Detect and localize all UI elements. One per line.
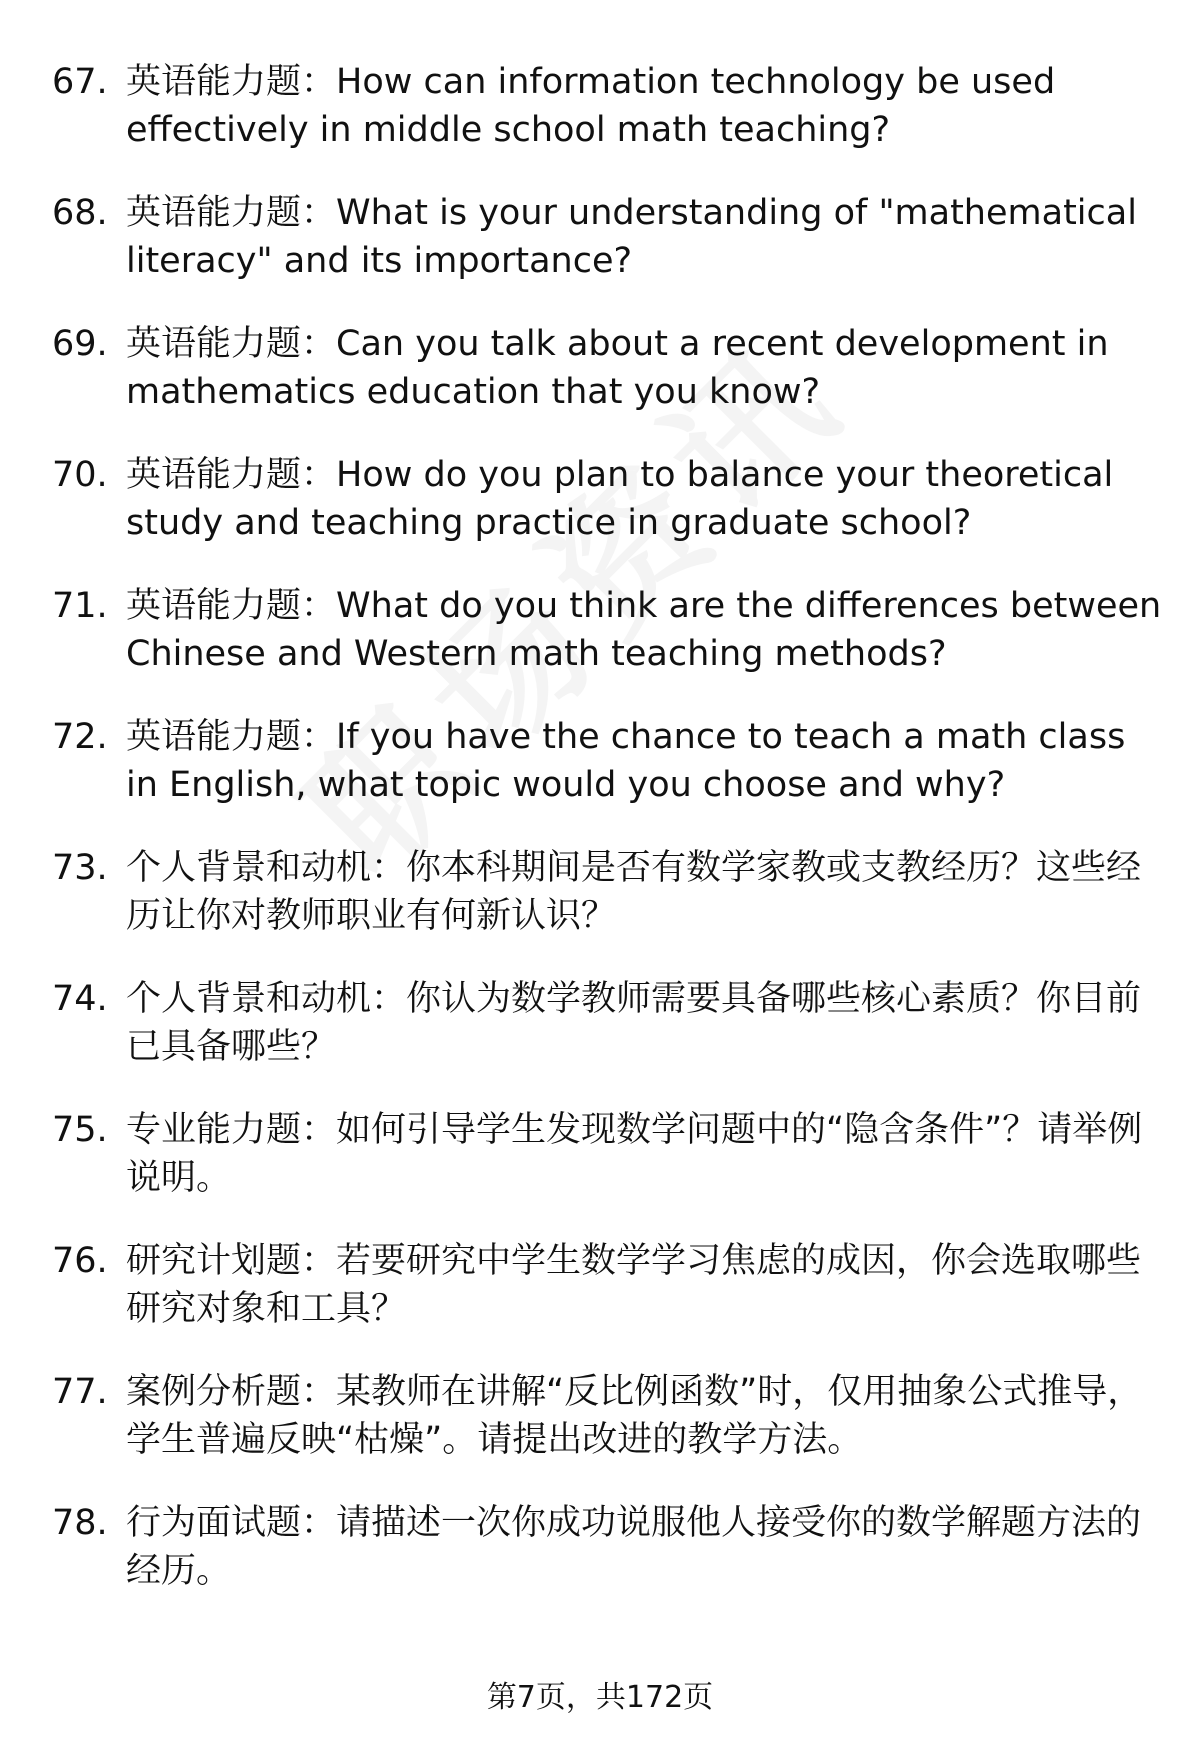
question-list (52, 58, 1162, 1630)
question-text: If you have the chance to teach a math class in English, what topic would you choose and why? (126, 717, 1126, 805)
question-item (52, 189, 1162, 320)
question-separator: ： (301, 455, 337, 495)
question-number: 67. (52, 62, 108, 102)
question-body (126, 320, 1162, 416)
question-separator: ： (371, 848, 407, 888)
question-category: 个人背景和动机 (126, 979, 372, 1019)
question-separator: ： (301, 324, 337, 364)
question-category: 研究计划题 (126, 1241, 302, 1281)
question-category: 英语能力题 (126, 455, 302, 495)
question-separator: ： (301, 717, 337, 757)
question-number: 71. (52, 586, 108, 626)
question-separator: ： (301, 1241, 337, 1281)
question-text: How do you plan to balance your theoretical study and teaching practice in graduate school? (126, 455, 1114, 543)
question-category: 英语能力题 (126, 717, 302, 757)
question-number: 70. (52, 455, 108, 495)
question-body (126, 582, 1162, 678)
question-text: Can you talk about a recent development in mathematics education that you know? (126, 324, 1109, 412)
question-separator: ： (301, 1372, 337, 1412)
question-item (52, 844, 1162, 975)
question-text: 若要研究中学生数学学习焦虑的成因，你会选取哪些研究对象和工具？ (126, 1241, 1142, 1329)
question-category: 专业能力题 (126, 1110, 302, 1150)
question-separator: ： (301, 1503, 337, 1543)
question-body (126, 1499, 1162, 1595)
question-separator: ： (301, 1110, 337, 1150)
question-separator: ： (371, 979, 407, 1019)
question-category: 英语能力题 (126, 193, 302, 233)
question-body (126, 58, 1162, 154)
question-number: 69. (52, 324, 108, 364)
question-body (126, 713, 1162, 809)
page-number: 第7页，共172页 (486, 1680, 714, 1715)
question-item (52, 1237, 1162, 1368)
question-body (126, 1106, 1162, 1202)
question-number: 72. (52, 717, 108, 757)
question-category: 英语能力题 (126, 62, 302, 102)
question-category: 个人背景和动机 (126, 848, 372, 888)
question-number: 78. (52, 1503, 108, 1543)
question-item (52, 320, 1162, 451)
question-number: 73. (52, 848, 108, 888)
question-number: 75. (52, 1110, 108, 1150)
question-text: What is your understanding of "mathematical literacy" and its importance? (126, 193, 1137, 281)
question-category: 英语能力题 (126, 586, 302, 626)
question-item (52, 58, 1162, 189)
question-text: 某教师在讲解“反比例函数”时，仅用抽象公式推导，学生普遍反映“枯燥”。请提出改进的教学方法。 (126, 1372, 1143, 1460)
question-text: 如何引导学生发现数学问题中的“隐含条件”？请举例说明。 (126, 1110, 1143, 1198)
question-number: 76. (52, 1241, 108, 1281)
question-item (52, 582, 1162, 713)
question-item (52, 1368, 1162, 1499)
question-text: What do you think are the differences between Chinese and Western math teaching methods? (126, 586, 1162, 674)
question-number: 74. (52, 979, 108, 1019)
question-number: 68. (52, 193, 108, 233)
question-body (126, 1237, 1162, 1333)
question-separator: ： (301, 62, 337, 102)
question-text: 你认为数学教师需要具备哪些核心素质？你目前已具备哪些？ (126, 979, 1142, 1067)
question-separator: ： (301, 193, 337, 233)
question-item (52, 713, 1162, 844)
question-item (52, 975, 1162, 1106)
question-body (126, 975, 1162, 1071)
question-body (126, 1368, 1162, 1464)
question-category: 案例分析题 (126, 1372, 302, 1412)
question-body (126, 189, 1162, 285)
question-item (52, 1499, 1162, 1630)
question-text: 你本科期间是否有数学家教或支教经历？这些经历让你对教师职业有何新认识？ (126, 848, 1142, 936)
question-text: 请描述一次你成功说服他人接受你的数学解题方法的经历。 (126, 1503, 1142, 1591)
question-separator: ： (301, 586, 337, 626)
question-text: How can information technology be used effectively in middle school math teaching? (126, 62, 1056, 150)
question-category: 行为面试题 (126, 1503, 302, 1543)
question-item (52, 1106, 1162, 1237)
question-item (52, 451, 1162, 582)
question-category: 英语能力题 (126, 324, 302, 364)
question-body (126, 844, 1162, 940)
question-number: 77. (52, 1372, 108, 1412)
question-body (126, 451, 1162, 547)
